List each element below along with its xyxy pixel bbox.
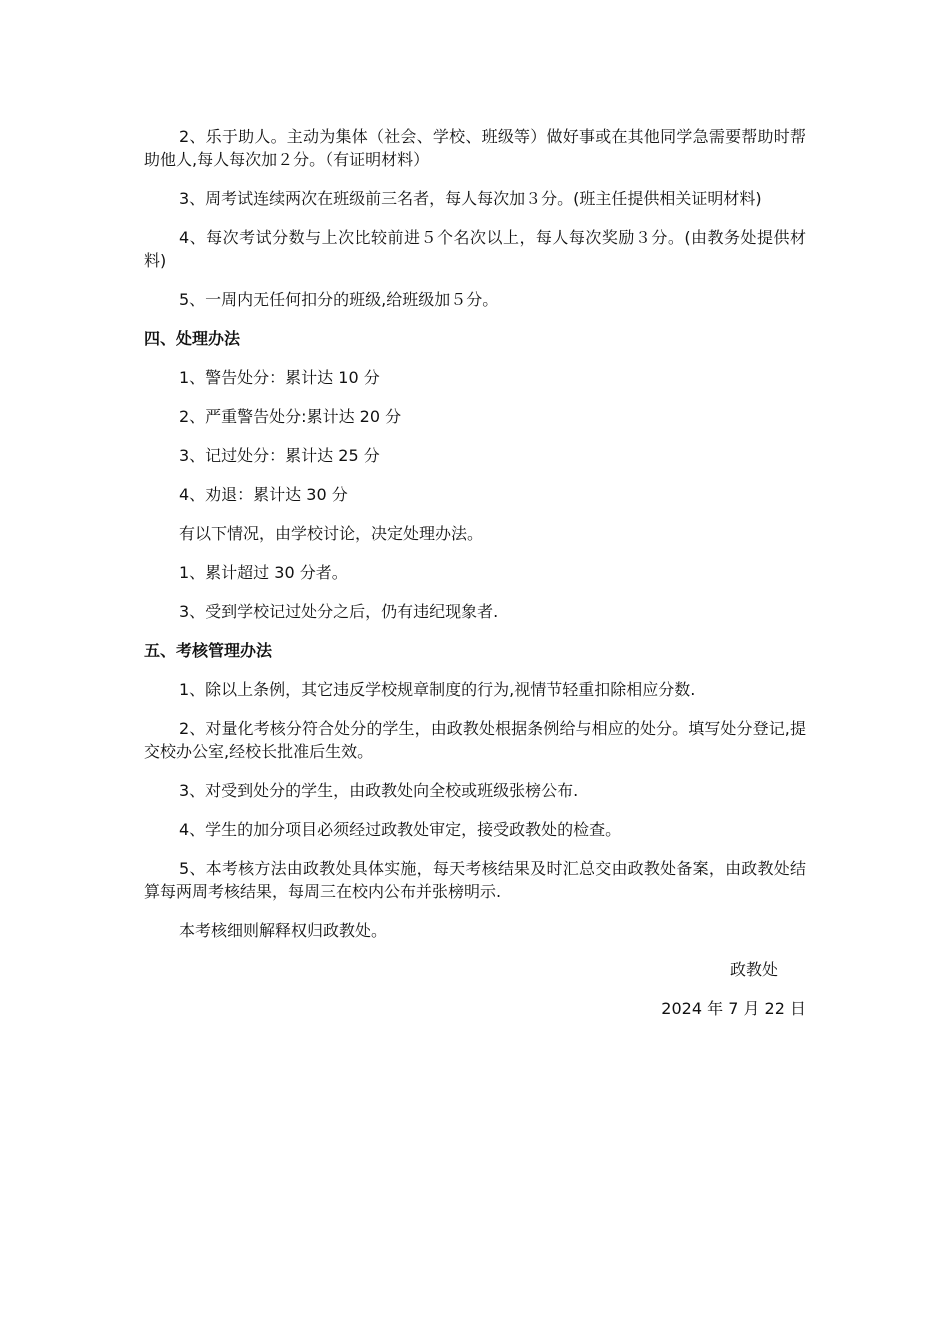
section-heading-5: 五、考核管理办法 <box>144 641 273 660</box>
paragraph-s3-item-5: 5、一周内无任何扣分的班级,给班级加５分。 <box>179 290 499 309</box>
section-heading-4: 四、处理办法 <box>144 329 241 348</box>
paragraph-s3-item-2: 2、乐于助人。主动为集体（社会、学校、班级等）做好事或在其他同学急需要帮助时帮助他人,每人每次加２分。（有证明材料） <box>144 127 806 169</box>
paragraph-s3-item-4: 4、每次考试分数与上次比较前进５个名次以上，每人每次奖励３分。(由教务处提供材料) <box>144 228 806 270</box>
signature-office: 政教处 <box>729 960 778 979</box>
paragraph-s5-item-3: 3、对受到处分的学生，由政教处向全校或班级张榜公布. <box>179 781 579 800</box>
paragraph-s5-item-2: 2、对量化考核分符合处分的学生，由政教处根据条例给与相应的处分。填写处分登记,提交校办公室,经校长批准后生效。 <box>144 719 806 761</box>
paragraph-s5-item-5: 5、本考核方法由政教处具体实施，每天考核结果及时汇总交由政教处备案，由政教处结算每两周考核结果，每周三在校内公布并张榜明示. <box>144 859 806 901</box>
paragraph-s5-item-4: 4、学生的加分项目必须经过政教处审定，接受政教处的检查。 <box>179 820 622 839</box>
document-body <box>144 125 806 1036</box>
paragraph-s4-case-3: 3、受到学校记过处分之后，仍有违纪现象者. <box>179 602 499 621</box>
paragraph-s4-case-1: 1、累计超过 30 分者。 <box>179 563 348 582</box>
paragraph-s4-item-3: 3、记过处分：累计达 25 分 <box>179 446 380 465</box>
paragraph-interpretation: 本考核细则解释权归政教处。 <box>179 921 388 940</box>
paragraph-s4-item-1: 1、警告处分：累计达 10 分 <box>179 368 380 387</box>
signature-date: 2024 年 7 月 22 日 <box>661 999 806 1018</box>
paragraph-s4-item-4: 4、劝退：累计达 30 分 <box>179 485 348 504</box>
paragraph-s3-item-3: 3、周考试连续两次在班级前三名者，每人每次加３分。(班主任提供相关证明材料) <box>179 189 762 208</box>
paragraph-s5-item-1: 1、除以上条例，其它违反学校规章制度的行为,视情节轻重扣除相应分数. <box>179 680 696 699</box>
paragraph-s4-note: 有以下情况，由学校讨论，决定处理办法。 <box>179 524 484 543</box>
paragraph-s4-item-2: 2、严重警告处分:累计达 20 分 <box>179 407 402 426</box>
